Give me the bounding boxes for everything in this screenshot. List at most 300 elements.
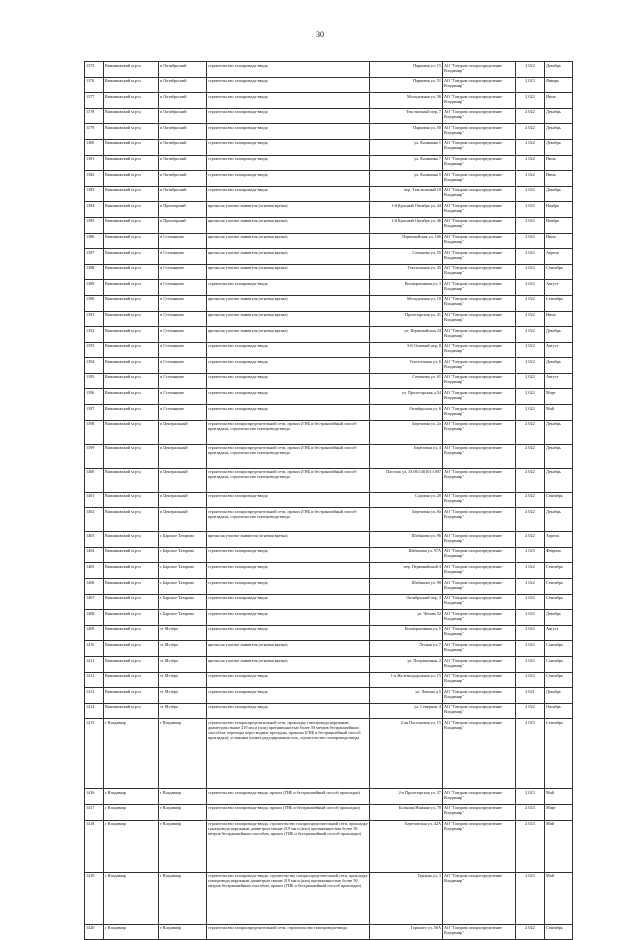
table-row xyxy=(85,249,573,265)
row-number: 1412 xyxy=(85,672,104,688)
address-cell: Герцена ул, 3 xyxy=(370,872,443,924)
month-cell: Сентябрь xyxy=(545,594,573,610)
work-type-cell: строительство газопровода-ввода xyxy=(207,688,370,704)
year-cell: 2 023 xyxy=(516,804,545,820)
work-type-cell: строительство газопровода-ввода xyxy=(207,139,370,155)
row-number: 1388 xyxy=(85,264,104,280)
district-cell: г Владимир xyxy=(104,804,159,820)
district-cell: г Владимир xyxy=(104,789,159,805)
page-number: 30 xyxy=(316,30,324,39)
table-row xyxy=(85,508,573,532)
address-cell: Текстильный пер, 7 xyxy=(370,108,443,124)
row-number: 1417 xyxy=(85,804,104,820)
month-cell: Май xyxy=(545,405,573,421)
district-cell: Вязниковский м.р-н xyxy=(104,186,159,202)
settlement-cell: п Октябрьский xyxy=(159,62,207,78)
work-type-cell: строительство газопровода-ввода xyxy=(207,77,370,93)
address-cell: Лесная ул, 7 xyxy=(370,641,443,657)
work-type-cell: врезка на участке заявителя (огневая врезка) xyxy=(207,249,370,265)
organization-cell: АО "Газпром газораспределение Владимир" xyxy=(443,373,516,389)
organization-cell: АО "Газпром газораспределение Владимир" xyxy=(443,171,516,187)
district-cell: Вязниковский м.р-н xyxy=(104,217,159,233)
organization-cell: АО "Газпром газораспределение Владимир" xyxy=(443,280,516,296)
settlement-cell: ст Мстёра xyxy=(159,688,207,704)
work-type-cell: врезка на участке заявителя (огневая врезка) xyxy=(207,311,370,327)
table-row xyxy=(85,93,573,109)
address-cell: Поселок ул, 33:06:140101:1007 xyxy=(370,468,443,492)
address-cell: Молодежная ул, 10 xyxy=(370,295,443,311)
table-row xyxy=(85,217,573,233)
table-row xyxy=(85,327,573,343)
organization-cell: АО "Газпром газораспределение Владимир" xyxy=(443,547,516,563)
work-type-cell: строительство газораспределительной сети, прокол (ГНБ и бестраншейный способ прокладки), строительство газопровода-ввода xyxy=(207,420,370,444)
table-row xyxy=(85,311,573,327)
organization-cell: АО "Газпром газораспределение Владимир" xyxy=(443,789,516,805)
month-cell: Июль xyxy=(545,171,573,187)
row-number: 1380 xyxy=(85,139,104,155)
district-cell: Вязниковский м.р-н xyxy=(104,703,159,719)
month-cell: Декабрь xyxy=(545,688,573,704)
month-cell: Сентябрь xyxy=(545,672,573,688)
table-row xyxy=(85,186,573,202)
month-cell: Октябрь xyxy=(545,703,573,719)
row-number: 1387 xyxy=(85,249,104,265)
row-number: 1395 xyxy=(85,373,104,389)
work-type-cell: строительство газопровода-ввода xyxy=(207,703,370,719)
organization-cell: АО "Газпром газораспределение Владимир" xyxy=(443,108,516,124)
address-cell: ул. Калинина 5 xyxy=(370,171,443,187)
table-row xyxy=(85,625,573,641)
work-type-cell: строительство газопровода-ввода xyxy=(207,108,370,124)
year-cell: 2 022 xyxy=(516,579,545,595)
organization-cell: АО "Газпром газораспределение Владимир" xyxy=(443,625,516,641)
address-cell: 1-й Красный Октябрь ул, 44 xyxy=(370,202,443,218)
organization-cell: АО "Газпром газораспределение Владимир" xyxy=(443,804,516,820)
work-type-cell: строительство газопровода-ввода xyxy=(207,62,370,78)
year-cell: 2 022 xyxy=(516,405,545,421)
work-type-cell: строительство газопровода-ввода xyxy=(207,280,370,296)
district-cell: Вязниковский м.р-н xyxy=(104,124,159,140)
settlement-cell: г Владимир xyxy=(159,719,207,789)
month-cell: Декабрь xyxy=(545,610,573,626)
year-cell: 2 022 xyxy=(516,62,545,78)
table-row xyxy=(85,124,573,140)
district-cell: г Владимир xyxy=(104,924,159,940)
settlement-cell: п Октябрьский xyxy=(159,93,207,109)
address-cell: ул. Пролетарская д.54 xyxy=(370,389,443,405)
work-type-cell: строительство газопровода-ввода xyxy=(207,610,370,626)
year-cell: 2 022 xyxy=(516,610,545,626)
month-cell: Сентябрь xyxy=(545,657,573,673)
settlement-cell: г Владимир xyxy=(159,872,207,924)
address-cell: Парковая ул, 51 xyxy=(370,77,443,93)
district-cell: Вязниковский м.р-н xyxy=(104,327,159,343)
table-row xyxy=(85,420,573,444)
row-number: 1400 xyxy=(85,468,104,492)
year-cell: 2 022 xyxy=(516,295,545,311)
district-cell: Вязниковский м.р-н xyxy=(104,641,159,657)
table-row xyxy=(85,563,573,579)
table-row xyxy=(85,641,573,657)
organization-cell: АО "Газпром газораспределение Владимир" xyxy=(443,358,516,374)
district-cell: Вязниковский м.р-н xyxy=(104,420,159,444)
month-cell: Декабрь xyxy=(545,327,573,343)
work-type-cell: строительство газопровода-ввода, прокол (ГНБ и бестраншейный способ прокладки) xyxy=(207,804,370,820)
organization-cell: АО "Газпром газораспределение Владимир" xyxy=(443,124,516,140)
row-number: 1375 xyxy=(85,62,104,78)
work-type-cell: строительство газопровода-ввода xyxy=(207,625,370,641)
settlement-cell: п Степанцево xyxy=(159,280,207,296)
address-cell: ул. Калинина 1 xyxy=(370,139,443,155)
row-number: 1397 xyxy=(85,405,104,421)
month-cell: Июль xyxy=(545,155,573,171)
district-cell: Вязниковский м.р-н xyxy=(104,280,159,296)
month-cell: Август xyxy=(545,342,573,358)
address-cell: ул. Калинина 7 xyxy=(370,155,443,171)
settlement-cell: п Октябрьский xyxy=(159,108,207,124)
month-cell: Декабрь xyxy=(545,108,573,124)
settlement-cell: п Приозерный xyxy=(159,217,207,233)
row-number: 1418 xyxy=(85,820,104,872)
year-cell: 2 022 xyxy=(516,233,545,249)
row-number: 1405 xyxy=(85,563,104,579)
settlement-cell: п Степанцево xyxy=(159,327,207,343)
organization-cell: АО "Газпром газораспределение Владимир" xyxy=(443,820,516,872)
organization-cell: АО "Газпром газораспределение Владимир" xyxy=(443,77,516,93)
organization-cell: АО "Газпром газораспределение Владимир" xyxy=(443,703,516,719)
year-cell: 2 022 xyxy=(516,373,545,389)
settlement-cell: с Барское Татарово xyxy=(159,610,207,626)
address-cell: Текстильная ул, 45 xyxy=(370,264,443,280)
row-number: 1416 xyxy=(85,789,104,805)
year-cell: 2 022 xyxy=(516,358,545,374)
year-cell: 2 022 xyxy=(516,444,545,468)
month-cell: Декабрь xyxy=(545,358,573,374)
settlement-cell: г Владимир xyxy=(159,820,207,872)
year-cell: 2 022 xyxy=(516,594,545,610)
address-cell: Шабанова ул, 96 xyxy=(370,532,443,548)
settlement-cell: ст Мстёра xyxy=(159,641,207,657)
organization-cell: АО "Газпром газораспределение Владимир" xyxy=(443,186,516,202)
organization-cell: АО "Газпром газораспределение Владимир" xyxy=(443,420,516,444)
district-cell: Вязниковский м.р-н xyxy=(104,249,159,265)
organization-cell: АО "Газпром газораспределение Владимир" xyxy=(443,924,516,940)
work-type-cell: строительство газопровода-ввода xyxy=(207,358,370,374)
year-cell: 2 022 xyxy=(516,264,545,280)
settlement-cell: г Владимир xyxy=(159,789,207,805)
work-type-cell: врезка на участке заявителя (огневая врезка) xyxy=(207,202,370,218)
address-cell: 3-й Огневый пер, 8 xyxy=(370,342,443,358)
address-cell: 2-ая Поселковая ул, 15 xyxy=(370,719,443,789)
address-cell: Кооперативная ул, 5 xyxy=(370,625,443,641)
address-cell: ул. Чехова 52 xyxy=(370,610,443,626)
settlement-cell: п Октябрьский xyxy=(159,124,207,140)
table-row xyxy=(85,657,573,673)
year-cell: 2 022 xyxy=(516,342,545,358)
row-number: 1409 xyxy=(85,625,104,641)
address-cell: Семенова ул, 61 xyxy=(370,373,443,389)
settlement-cell: п Центральный xyxy=(159,420,207,444)
year-cell: 2 022 xyxy=(516,563,545,579)
row-number: 1391 xyxy=(85,311,104,327)
month-cell: Июль xyxy=(545,233,573,249)
district-cell: Вязниковский м.р-н xyxy=(104,672,159,688)
organization-cell: АО "Газпром газораспределение Владимир" xyxy=(443,249,516,265)
table-row xyxy=(85,688,573,704)
organization-cell: АО "Газпром газораспределение Владимир" xyxy=(443,508,516,532)
work-type-cell: строительство газопровода-ввода xyxy=(207,171,370,187)
organization-cell: АО "Газпром газораспределение Владимир" xyxy=(443,389,516,405)
address-cell: Шабанова ул, 97А xyxy=(370,547,443,563)
register-table-body xyxy=(85,62,573,940)
settlement-cell: п Приозерный xyxy=(159,202,207,218)
work-type-cell: строительство газораспределительной сети, прокладку газопровода наружным диаметром свыше 219 мм и (или) протяженностью более 50 метров бестраншейным способом, переходы через водные преграды, проколы (ГНБ и бестраншейный способ прокладки), установка пункта редуцирования газа, строительство газопровода-ввода xyxy=(207,719,370,789)
settlement-cell: п Степанцево xyxy=(159,358,207,374)
district-cell: Вязниковский м.р-н xyxy=(104,657,159,673)
address-cell: Березовая ул, 2а xyxy=(370,420,443,444)
settlement-cell: ст Мстёра xyxy=(159,657,207,673)
table-row xyxy=(85,139,573,155)
address-cell: ул. Пограничная, 2 xyxy=(370,657,443,673)
table-row xyxy=(85,295,573,311)
row-number: 1377 xyxy=(85,93,104,109)
row-number: 1378 xyxy=(85,108,104,124)
year-cell: 2 022 xyxy=(516,672,545,688)
table-row xyxy=(85,358,573,374)
district-cell: Вязниковский м.р-н xyxy=(104,508,159,532)
organization-cell: АО "Газпром газораспределение Владимир" xyxy=(443,719,516,789)
table-row xyxy=(85,373,573,389)
table-row xyxy=(85,579,573,595)
table-row xyxy=(85,389,573,405)
work-type-cell: строительство газопровода-ввода xyxy=(207,405,370,421)
month-cell: Сентябрь xyxy=(545,563,573,579)
district-cell: Вязниковский м.р-н xyxy=(104,389,159,405)
settlement-cell: п Центральный xyxy=(159,508,207,532)
row-number: 1407 xyxy=(85,594,104,610)
table-row xyxy=(85,342,573,358)
year-cell: 2 022 xyxy=(516,641,545,657)
year-cell: 2 022 xyxy=(516,139,545,155)
district-cell: Вязниковский м.р-н xyxy=(104,264,159,280)
row-number: 1415 xyxy=(85,719,104,789)
table-row xyxy=(85,672,573,688)
organization-cell: АО "Газпром газораспределение Владимир" xyxy=(443,610,516,626)
year-cell: 2 022 xyxy=(516,657,545,673)
table-row xyxy=(85,872,573,924)
organization-cell: АО "Газпром газораспределение Владимир" xyxy=(443,202,516,218)
settlement-cell: п Центральный xyxy=(159,492,207,508)
row-number: 1381 xyxy=(85,155,104,171)
settlement-cell: п Степанцево xyxy=(159,342,207,358)
register-table xyxy=(84,61,573,940)
address-cell: 1-й Красный Октябрь ул, 46 xyxy=(370,217,443,233)
district-cell: Вязниковский м.р-н xyxy=(104,492,159,508)
address-cell: Октябрьский пер, 3 xyxy=(370,594,443,610)
district-cell: Вязниковский м.р-н xyxy=(104,77,159,93)
organization-cell: АО "Газпром газораспределение Владимир" xyxy=(443,233,516,249)
address-cell: пер. Первомайский 4 xyxy=(370,563,443,579)
organization-cell: АО "Газпром газораспределение Владимир" xyxy=(443,579,516,595)
settlement-cell: п Октябрьский xyxy=(159,171,207,187)
row-number: 1414 xyxy=(85,703,104,719)
table-row xyxy=(85,532,573,548)
work-type-cell: врезка на участке заявителя (огневая врезка) xyxy=(207,657,370,673)
month-cell: Сентябрь xyxy=(545,264,573,280)
month-cell: Декабрь xyxy=(545,124,573,140)
year-cell: 2 023 xyxy=(516,789,545,805)
organization-cell: АО "Газпром газораспределение Владимир" xyxy=(443,532,516,548)
year-cell: 2 022 xyxy=(516,532,545,548)
district-cell: Вязниковский м.р-н xyxy=(104,547,159,563)
district-cell: Вязниковский м.р-н xyxy=(104,532,159,548)
table-row xyxy=(85,171,573,187)
row-number: 1390 xyxy=(85,295,104,311)
address-cell: Большая Нижняя ул, 78 xyxy=(370,804,443,820)
work-type-cell: строительство газопровода-ввода, строительство газораспределительной сети, прокладку газопровода наружным диаметром свыше 219 мм и (или) протяженностью более 50 метров бестраншейным способом, прокол (ГНБ и бестраншейный способ прокладки) xyxy=(207,872,370,924)
address-cell: ул. Ленина д.5 xyxy=(370,688,443,704)
settlement-cell: г Владимир xyxy=(159,804,207,820)
settlement-cell: ст Мстёра xyxy=(159,625,207,641)
row-number: 1413 xyxy=(85,688,104,704)
year-cell: 2 022 xyxy=(516,924,545,940)
row-number: 1376 xyxy=(85,77,104,93)
organization-cell: АО "Газпром газораспределение Владимир" xyxy=(443,93,516,109)
work-type-cell: врезка на участке заявителя (огневая врезка) xyxy=(207,532,370,548)
work-type-cell: строительство газопровода-ввода xyxy=(207,342,370,358)
address-cell: Молодежная ул, 56 xyxy=(370,93,443,109)
row-number: 1384 xyxy=(85,202,104,218)
table-row xyxy=(85,155,573,171)
row-number: 1389 xyxy=(85,280,104,296)
work-type-cell: строительство газопровода-ввода xyxy=(207,186,370,202)
settlement-cell: п Октябрьский xyxy=(159,155,207,171)
organization-cell: АО "Газпром газораспределение Владимир" xyxy=(443,155,516,171)
organization-cell: АО "Газпром газораспределение Владимир" xyxy=(443,492,516,508)
district-cell: Вязниковский м.р-н xyxy=(104,610,159,626)
work-type-cell: строительство газопровода-ввода xyxy=(207,594,370,610)
district-cell: Вязниковский м.р-н xyxy=(104,594,159,610)
year-cell: 2 022 xyxy=(516,202,545,218)
table-row xyxy=(85,264,573,280)
month-cell: Март xyxy=(545,804,573,820)
year-cell: 2 022 xyxy=(516,625,545,641)
row-number: 1379 xyxy=(85,124,104,140)
month-cell: Декабрь xyxy=(545,420,573,444)
district-cell: Вязниковский м.р-н xyxy=(104,171,159,187)
work-type-cell: врезка на участке заявителя (огневая врезка) xyxy=(207,217,370,233)
row-number: 1411 xyxy=(85,657,104,673)
row-number: 1420 xyxy=(85,924,104,940)
settlement-cell: с Барское Татарово xyxy=(159,579,207,595)
district-cell: Вязниковский м.р-н xyxy=(104,373,159,389)
year-cell: 2 022 xyxy=(516,249,545,265)
year-cell: 2 022 xyxy=(516,280,545,296)
table-row xyxy=(85,468,573,492)
year-cell: 2 022 xyxy=(516,468,545,492)
organization-cell: АО "Газпром газораспределение Владимир" xyxy=(443,295,516,311)
row-number: 1402 xyxy=(85,508,104,532)
month-cell: Декабрь xyxy=(545,139,573,155)
month-cell: Сентябрь xyxy=(545,295,573,311)
month-cell: Август xyxy=(545,625,573,641)
year-cell: 2 022 xyxy=(516,171,545,187)
table-row xyxy=(85,594,573,610)
district-cell: Вязниковский м.р-н xyxy=(104,342,159,358)
row-number: 1398 xyxy=(85,420,104,444)
work-type-cell: врезка на участке заявителя (огневая врезка) xyxy=(207,327,370,343)
month-cell: Май xyxy=(545,789,573,805)
row-number: 1403 xyxy=(85,532,104,548)
month-cell: Сентябрь xyxy=(545,579,573,595)
row-number: 1419 xyxy=(85,872,104,924)
month-cell: Ноябрь xyxy=(545,202,573,218)
work-type-cell: строительство газораспределительной сети, прокол (ГНБ и бестраншейный способ прокладки), строительство газопровода-ввода xyxy=(207,444,370,468)
table-row xyxy=(85,820,573,872)
address-cell: пер. Текстильный 18 xyxy=(370,186,443,202)
table-row xyxy=(85,77,573,93)
organization-cell: АО "Газпром газораспределение Владимир" xyxy=(443,311,516,327)
year-cell: 2 022 xyxy=(516,124,545,140)
row-number: 1385 xyxy=(85,217,104,233)
organization-cell: АО "Газпром газораспределение Владимир" xyxy=(443,139,516,155)
address-cell: 1-я Железнодорожная ул, 15 xyxy=(370,672,443,688)
month-cell: Февраль xyxy=(545,547,573,563)
district-cell: Вязниковский м.р-н xyxy=(104,202,159,218)
month-cell: Декабрь xyxy=(545,508,573,532)
table-row xyxy=(85,789,573,805)
address-cell: ул. Первомайская 24 xyxy=(370,327,443,343)
year-cell: 2 023 xyxy=(516,872,545,924)
district-cell: Вязниковский м.р-н xyxy=(104,563,159,579)
table-row xyxy=(85,280,573,296)
table-row xyxy=(85,233,573,249)
district-cell: Вязниковский м.р-н xyxy=(104,155,159,171)
year-cell: 2 022 xyxy=(516,492,545,508)
table-row xyxy=(85,547,573,563)
table-row xyxy=(85,202,573,218)
organization-cell: АО "Газпром газораспределение Владимир" xyxy=(443,688,516,704)
table-row xyxy=(85,924,573,940)
month-cell: Декабрь xyxy=(545,62,573,78)
district-cell: г Владимир xyxy=(104,719,159,789)
district-cell: Вязниковский м.р-н xyxy=(104,108,159,124)
month-cell: Май xyxy=(545,872,573,924)
month-cell: Январь xyxy=(545,77,573,93)
district-cell: Вязниковский м.р-н xyxy=(104,139,159,155)
work-type-cell: строительство газопровода-ввода xyxy=(207,373,370,389)
row-number: 1404 xyxy=(85,547,104,563)
organization-cell: АО "Газпром газораспределение Владимир" xyxy=(443,641,516,657)
organization-cell: АО "Газпром газораспределение Владимир" xyxy=(443,62,516,78)
row-number: 1394 xyxy=(85,358,104,374)
table-row xyxy=(85,108,573,124)
row-number: 1399 xyxy=(85,444,104,468)
district-cell: Вязниковский м.р-н xyxy=(104,62,159,78)
district-cell: г Владимир xyxy=(104,820,159,872)
work-type-cell: строительство газораспределительной сети, прокол (ГНБ и бестраншейный способ прокладки), строительство газопровода-ввода xyxy=(207,468,370,492)
district-cell: Вязниковский м.р-н xyxy=(104,468,159,492)
work-type-cell: строительство газопровода-ввода xyxy=(207,563,370,579)
work-type-cell: строительство газопровода-ввода xyxy=(207,672,370,688)
settlement-cell: п Центральный xyxy=(159,444,207,468)
work-type-cell: врезка на участке заявителя (огневая врезка) xyxy=(207,295,370,311)
month-cell: Июль xyxy=(545,311,573,327)
table-row xyxy=(85,444,573,468)
organization-cell: АО "Газпром газораспределение Владимир" xyxy=(443,657,516,673)
row-number: 1408 xyxy=(85,610,104,626)
settlement-cell: ст Мстёра xyxy=(159,672,207,688)
